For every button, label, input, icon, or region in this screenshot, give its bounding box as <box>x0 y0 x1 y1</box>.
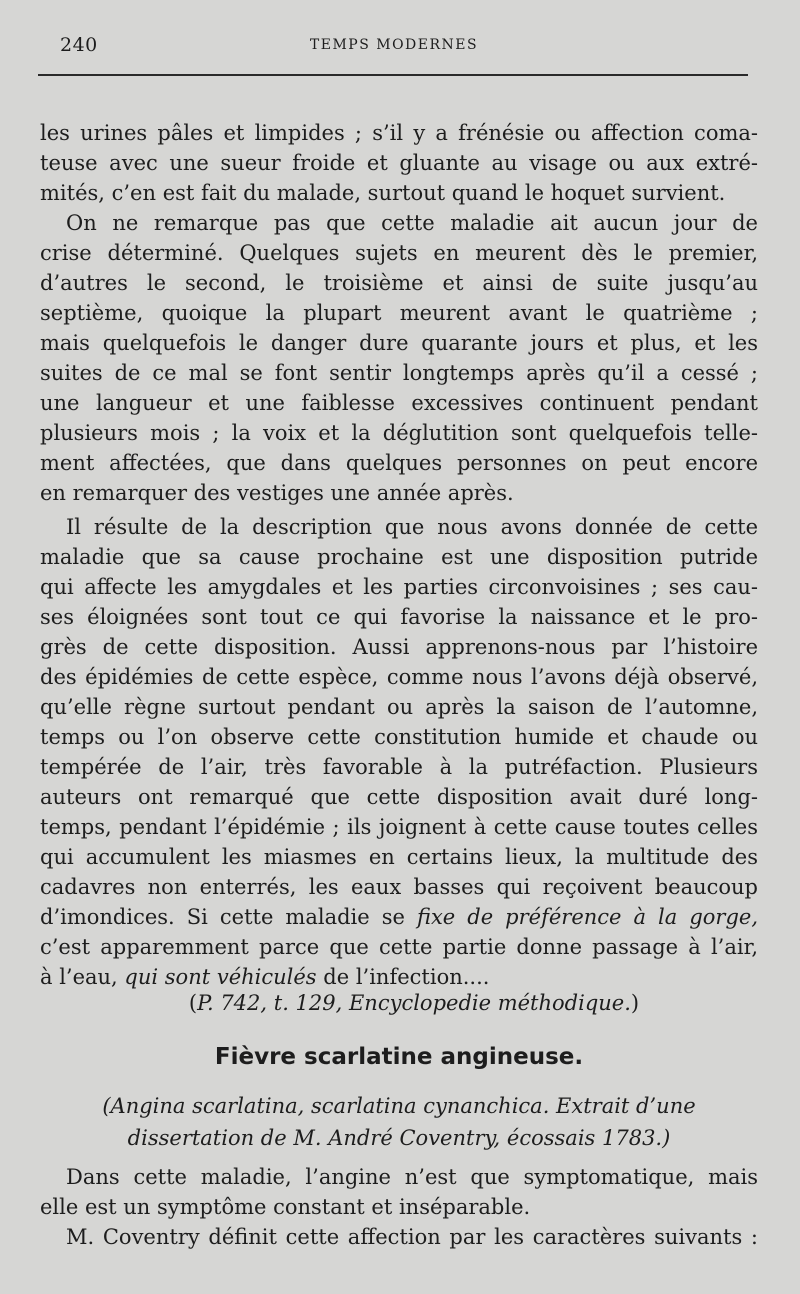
text-line: temps ou l’on observe cette constitution humide et chaude ou <box>40 725 758 749</box>
text-line: Il résulte de la description que nous avons donnée de cette <box>66 515 758 539</box>
text-line: Dans cette maladie, l’angine n’est que symptomatique, mais <box>66 1165 758 1189</box>
text-line: ses éloignées sont tout ce qui favorise la naissance et le pro- <box>40 605 758 629</box>
section-subtitle <box>40 1090 758 1154</box>
closing-paragraph <box>40 1162 758 1252</box>
text-line: une langueur et une faiblesse excessives continuent pendant <box>40 391 758 415</box>
text-line: qu’elle règne surtout pendant ou après la saison de l’automne, <box>40 695 758 719</box>
text-segment: à l’eau, <box>40 965 125 989</box>
section-heading: Fièvre scarlatine angineuse. <box>214 1044 584 1070</box>
text-line: ment affectées, que dans quelques personnes on peut encore <box>40 451 758 475</box>
page-header <box>40 34 748 58</box>
text-line: elle est un symptôme constant et inséparable. <box>40 1195 531 1219</box>
text-segment: de l’infection.... <box>316 965 490 989</box>
italic-phrase: qui sont véhiculés <box>124 965 317 989</box>
text-line: teuse avec une sueur froide et gluante au visage ou aux extré- <box>40 151 758 175</box>
text-line: cadavres non enterrés, les eaux basses qui reçoivent beaucoup <box>40 875 758 899</box>
running-title: TEMPS MODERNES <box>309 37 479 53</box>
header-rule <box>38 74 748 76</box>
text-line: suites de ce mal se font sentir longtemps après qu’il a cessé ; <box>40 361 758 385</box>
paragraph-3 <box>40 512 758 992</box>
text-line: M. Coventry définit cette affection par les caractères suivants : <box>66 1225 758 1249</box>
subtitle-line: (Angina scarlatina, scarlatina cynanchica. Extrait d’une <box>102 1094 696 1118</box>
text-line: grès de cette disposition. Aussi apprenons-nous par l’histoire <box>40 635 758 659</box>
text-line: en remarquer des vestiges une année après. <box>40 481 514 505</box>
text-line: des épidémies de cette espèce, comme nous l’avons déjà observé, <box>40 665 758 689</box>
text-line: c’est apparemment parce que cette partie donne passage à l’air, <box>40 935 758 959</box>
text-line: septième, quoique la plupart meurent avant le quatrième ; <box>40 301 758 325</box>
page-number: 240 <box>60 34 98 56</box>
text-line: auteurs ont remarqué que cette disposition avait duré long- <box>40 785 758 809</box>
citation-text: P. 742, t. 129, Encyclopedie méthodique. <box>197 991 631 1015</box>
paragraph-1 <box>40 118 758 208</box>
text-line: crise déterminé. Quelques sujets en meurent dès le premier, <box>40 241 758 265</box>
text-line: plusieurs mois ; la voix et la déglutition sont quelquefois telle- <box>40 421 758 445</box>
citation-open: ( <box>188 991 198 1015</box>
text-line: mais quelquefois le danger dure quarante jours et plus, et les <box>40 331 758 355</box>
text-line: maladie que sa cause prochaine est une disposition putride <box>40 545 758 569</box>
citation-close: ) <box>630 991 640 1015</box>
text-line: qui affecte les amygdales et les parties circonvoisines ; ses cau- <box>40 575 758 599</box>
text-line: tempérée de l’air, très favorable à la putréfaction. Plusieurs <box>40 755 758 779</box>
subtitle-line: dissertation de M. André Coventry, écossais 1783.) <box>127 1126 671 1150</box>
text-line: temps, pendant l’épidémie ; ils joignent à cette cause toutes celles <box>40 815 758 839</box>
text-line: On ne remarque pas que cette maladie ait aucun jour de <box>66 211 758 235</box>
text-line: qui accumulent les miasmes en certains lieux, la multitude des <box>40 845 758 869</box>
text-line: mités, c’en est fait du malade, surtout quand le hoquet survient. <box>40 181 726 205</box>
text-line <box>40 902 758 932</box>
paragraph-2 <box>40 208 758 508</box>
text-line: les urines pâles et limpides ; s’il y a frénésie ou affection coma- <box>40 121 758 145</box>
text-segment: d’imondices. Si cette maladie se <box>40 905 417 929</box>
italic-phrase: fixe de préférence à la gorge, <box>416 905 758 929</box>
source-citation <box>40 988 758 1018</box>
text-line: d’autres le second, le troisième et ainsi de suite jusqu’au <box>40 271 758 295</box>
